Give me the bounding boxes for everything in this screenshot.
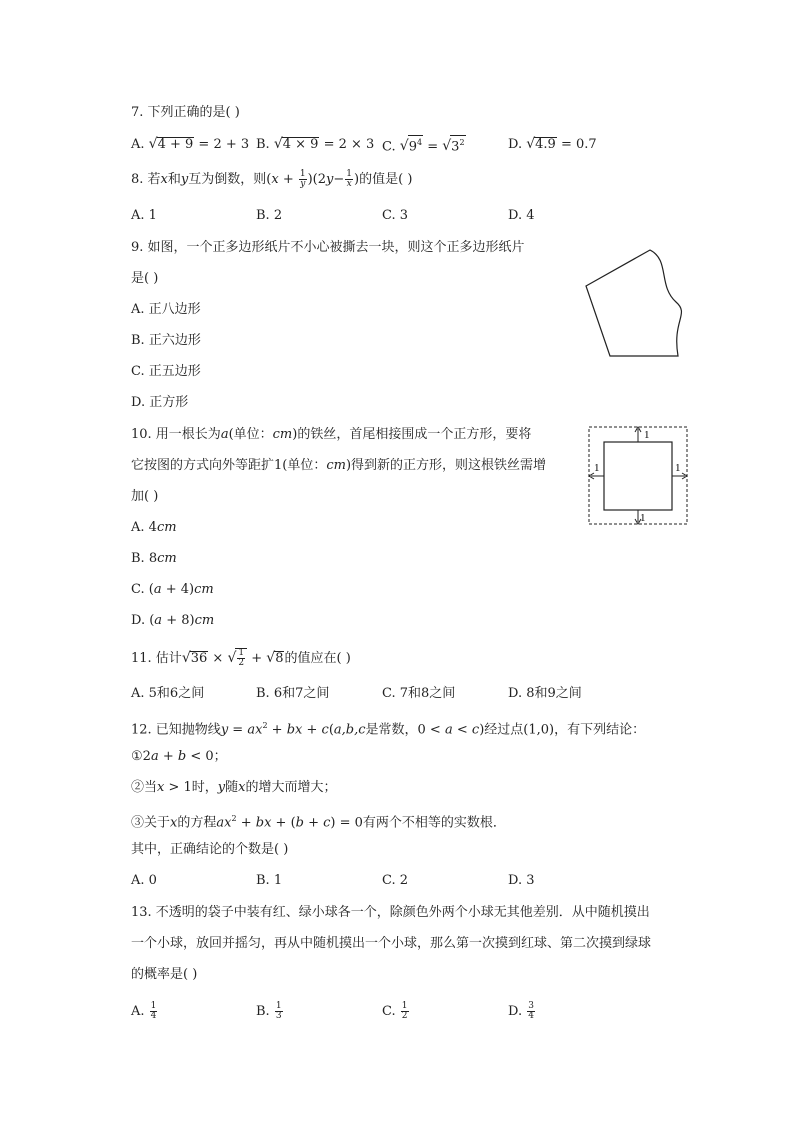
q13-option-a: A. $\frac{1}{4}$ [131,1001,157,1021]
q8-option-c: C. 3 [382,208,409,223]
q7-option-a: A. √4 + 9 = 2 + 3 [131,136,250,152]
q10-option-a: A. 4cm [131,520,177,535]
q12-stem: 12. 已知抛物线$y = ax^2$ + bx + c(a,b,c是常数，0 < a < c)经过点(1,0)，有下列结论： [131,721,646,738]
q10-stem-line2: 它按图的方式向外等距扩1(单位：cm)得到新的正方形，则这根铁丝需增 [131,458,547,473]
q9-option-a: A. 正八边形 [131,302,201,317]
q8-option-d: D. 4 [508,208,535,223]
q13-option-c: C. $\frac{1}{2}$ [382,1001,408,1021]
q11-option-c: C. 7和8之间 [382,686,456,701]
q12-option-b: B. 1 [256,873,283,888]
q9-option-d: D. 正方形 [131,395,189,410]
q12-option-a: A. 0 [131,873,157,888]
q7-stem: 7. 下列正确的是( ) [131,105,240,120]
figure-label-top: 1 [644,429,650,441]
q11-option-b: B. 6和7之间 [256,686,330,701]
square-expansion-figure [585,424,691,528]
q12-conclusion-1: ①2a + b < 0； [131,749,227,764]
figure-label-right: 1 [675,462,681,474]
q8-stem: 8. 若x和y互为倒数，则(x + $\frac{1}{y}$ )(2y− $\frac{1}{x}$ )的值是( ) [131,169,413,189]
q10-stem-line3: 加( ) [131,489,159,504]
q7-option-d: D. √4.9 = 0.7 [508,136,597,152]
q12-option-d: D. 3 [508,873,535,888]
q11-stem: 11. 估计√36 × √ $\frac{1}{2}$ + √8的值应在( ) [131,648,351,668]
q7-option-b: B. √4 × 9 = 2 × 3 [256,136,375,152]
q12-conclusion-3: ③关于x的方程$ax^2$ + bx + (b + c) = 0有两个不相等的实数根． [131,814,506,831]
q7-option-c: C. $√9^4 = √3^2$ [382,135,466,156]
q10-stem-line1: 10. 用一根长为a(单位：cm)的铁丝，首尾相接围成一个正方形，要将 [131,427,532,442]
q9-option-c: C. 正五边形 [131,364,201,379]
q10-option-c: C. (a + 4)cm [131,582,214,597]
q12-conclusion-2: ②当x > 1时，y随x的增大而增大； [131,780,337,795]
q9-option-b: B. 正六边形 [131,333,201,348]
figure-label-bottom: 1 [640,512,646,524]
torn-polygon-figure [580,242,700,364]
q10-option-b: B. 8cm [131,551,177,566]
q13-option-b: B. $\frac{1}{3}$ [256,1001,282,1021]
q8-option-b: B. 2 [256,208,283,223]
q12-ask: 其中，正确结论的个数是( ) [131,842,289,857]
q13-option-d: D. $\frac{3}{4}$ [508,1001,534,1021]
q12-option-c: C. 2 [382,873,409,888]
figure-label-left: 1 [594,462,600,474]
q13-stem-line2: 一个小球，放回并摇匀，再从中随机摸出一个小球，那么第一次摸到红球、第二次摸到绿球 [131,936,652,951]
q13-stem-line1: 13. 不透明的袋子中装有红、绿小球各一个，除颜色外两个小球无其他差别．从中随机摸出 [131,905,650,920]
q11-option-d: D. 8和9之间 [508,686,582,701]
q9-stem-line1: 9. 如图，一个正多边形纸片不小心被撕去一块，则这个正多边形纸片 [131,240,525,255]
q11-option-a: A. 5和6之间 [131,686,205,701]
q9-stem-line2: 是( ) [131,271,159,286]
q8-option-a: A. 1 [131,208,157,223]
q10-option-d: D. (a + 8)cm [131,613,215,628]
q13-stem-line3: 的概率是( ) [131,967,198,982]
